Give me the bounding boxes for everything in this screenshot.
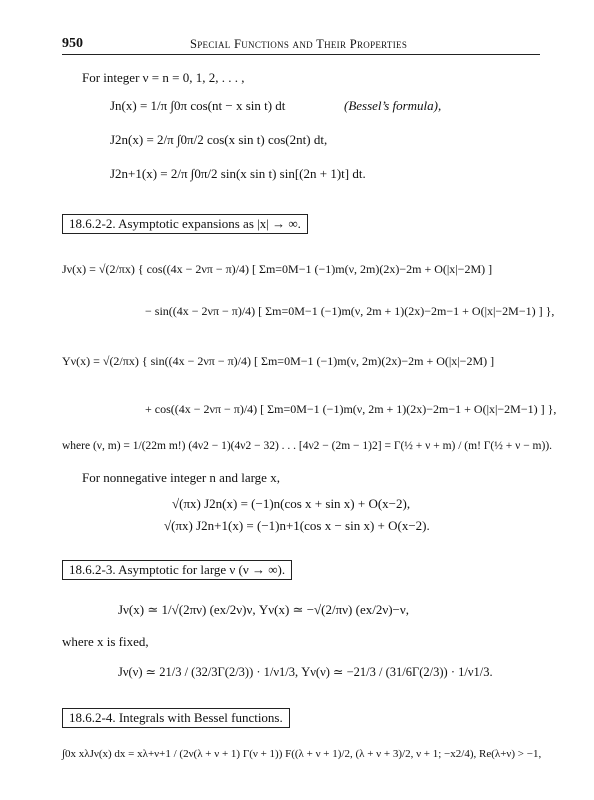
asymptotic-jnu-line2: − sin((4x − 2νπ − π)/4) [ Σm=0M−1 (−1)m(ν, 2m + 1)(2x)−2m−1 + O(|x|−2M−1) ] },: [145, 304, 555, 318]
asymptotic-ynu-line1: Yν(x) = √(2/πx) { sin((4x − 2νπ − π)/4) [ Σm=0M−1 (−1)m(ν, 2m)(2x)−2m + O(|x|−2M) ]: [62, 354, 495, 368]
asymptotic-jnu-line1: Jν(x) = √(2/πx) { cos((4x − 2νπ − π)/4) [ Σm=0M−1 (−1)m(ν, 2m)(2x)−2m + O(|x|−2M) ]: [62, 262, 493, 276]
asymptotic-ynu-line2: + cos((4x − 2νπ − π)/4) [ Σm=0M−1 (−1)m(ν, 2m + 1)(2x)−2m−1 + O(|x|−2M−1) ] },: [145, 402, 557, 416]
nonneg-text: For nonnegative integer n and large x,: [82, 470, 280, 485]
large-nu-eq1: Jν(x) ≃ 1/√(2πν) (ex/2ν)ν, Yν(x) ≃ −√(2/πν) (ex/2ν)−ν,: [118, 602, 410, 617]
nonneg-eq1: √(πx) J2n(x) = (−1)n(cos x + sin x) + O(x−2),: [172, 496, 411, 511]
section-18-6-2-4: 18.6.2-4. Integrals with Bessel functions.: [62, 708, 290, 728]
large-nu-eq2: Jν(ν) ≃ 21/3 / (32/3Γ(2/3)) · 1/ν1/3, Yν(ν) ≃ −21/3 / (31/6Γ(2/3)) · 1/ν1/3.: [118, 665, 493, 679]
bessel-formula-j2n1: J2n+1(x) = 2/π ∫0π/2 sin(x sin t) sin[(2n + 1)t] dt.: [110, 166, 366, 181]
bessel-formula-j2n: J2n(x) = 2/π ∫0π/2 cos(x sin t) cos(2nt) dt,: [110, 132, 328, 147]
bessel-formula-note: (Bessel’s formula),: [344, 98, 442, 113]
header-rule: [62, 54, 540, 55]
where-definition: where (ν, m) = 1/(22m m!) (4ν2 − 1)(4ν2 − 32) . . . [4ν2 − (2m − 1)2] = Γ(½ + ν + m) / (m! Γ(½ + ν − m)).: [62, 440, 553, 452]
section-18-6-2-2: 18.6.2-2. Asymptotic expansions as |x| → ∞.: [62, 214, 308, 234]
intro-integer-nu: For integer ν = n = 0, 1, 2, . . . ,: [82, 70, 245, 85]
running-title: Special Functions and Their Properties: [190, 37, 408, 51]
section-18-6-2-3: 18.6.2-3. Asymptotic for large ν (ν → ∞).: [62, 560, 292, 580]
nonneg-eq2: √(πx) J2n+1(x) = (−1)n+1(cos x − sin x) + O(x−2).: [164, 518, 430, 533]
bessel-formula-jn: Jn(x) = 1/π ∫0π cos(nt − x sin t) dt: [110, 98, 286, 113]
page-number: 950: [62, 36, 83, 51]
where-x-fixed: where x is fixed,: [62, 634, 149, 649]
integrals-eq1: ∫0x xλJν(x) dx = xλ+ν+1 / (2ν(λ + ν + 1) Γ(ν + 1)) F((λ + ν + 1)/2, (λ + ν + 3)/2, ν + 1; −x2/4), Re(λ+ν) > −1,: [62, 748, 542, 760]
